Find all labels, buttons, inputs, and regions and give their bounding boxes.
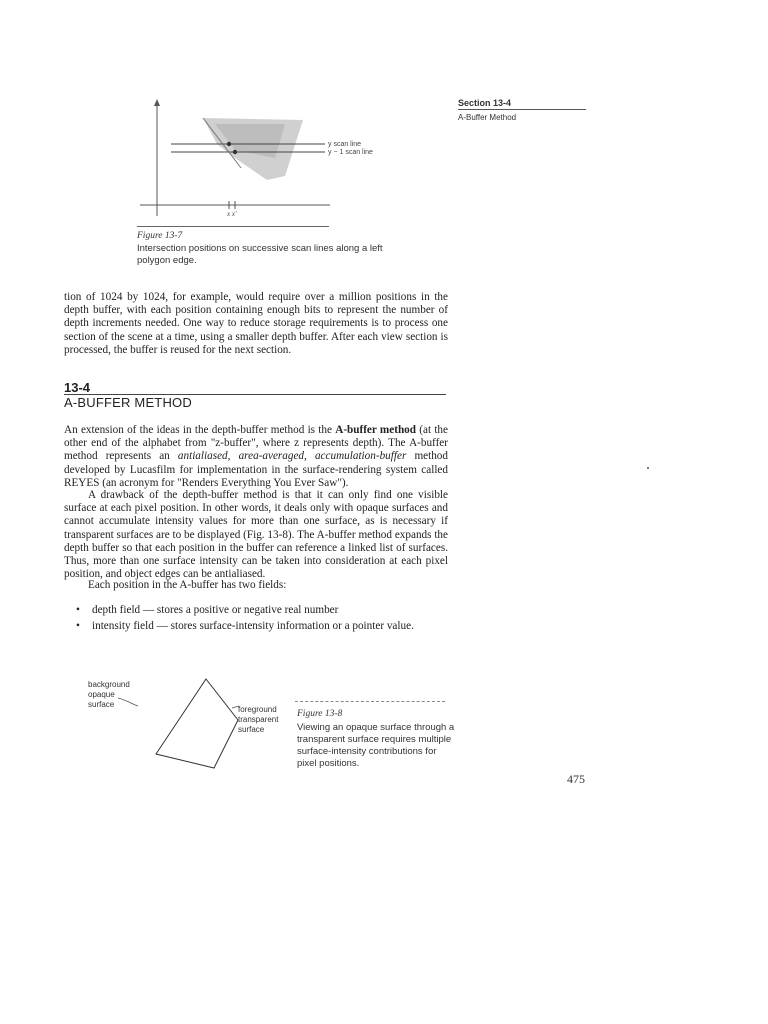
intersection-point-y [227, 142, 231, 146]
intersection-point-y-minus-1 [233, 150, 237, 154]
x-label: x x′ [227, 210, 237, 218]
paragraph-2-part2: (at the other end of the alphabet from "z-buffer", where z represents depth). The A-buffer method represents an [64, 424, 448, 463]
running-header-title: A-Buffer Method [458, 113, 517, 122]
paragraph-1: tion of 1024 by 1024, for example, would require over a million positions in the depth buffer, with each position containing enough bits to represent the number of depth increments needed. One way to reduce storage requirements is to process one section of the scene at a time, using a smaller depth buffer. After each view section is processed, the buffer is reused for the next section. [64, 291, 448, 356]
list-item: • intensity field — stores surface-intensity information or a pointer value. [76, 618, 456, 634]
list-item: • depth field — stores a positive or negative real number [76, 602, 456, 618]
paragraph-2 [64, 424, 448, 490]
paragraph-4-text: Each position in the A-buffer has two fields: [88, 579, 287, 591]
foreground-surface-label: foreground transparent surface [238, 705, 279, 734]
figure-13-7-rule [137, 226, 329, 227]
paragraph-3-text: A drawback of the depth-buffer method is that it can only find one visible surface at each pixel position. In other words, it deals only with opaque surfaces and cannot accumulate intensity values for more than one surface, as is necessary if transparent surfaces are to be displayed (Fig. 13-8). The A-buffer method expands the depth buffer so that each position in the buffer can reference a linked list of surfaces. Thus, more than one surface intensity can be taken into consideration at each pixel position, and object edges can be antialiased. [64, 489, 448, 581]
paragraph-2-keyword: A-buffer method [335, 424, 416, 436]
section-number: 13-4 [64, 380, 91, 395]
background-surface-label: background opaque surface [88, 680, 130, 709]
figure-13-8-rule [295, 701, 445, 702]
scan-speck [647, 467, 649, 469]
paragraph-4 [64, 579, 448, 592]
figure-13-7-caption: Intersection positions on successive scan lines along a left polygon edge. [137, 243, 383, 266]
paragraph-2-part1: An extension of the ideas in the depth-buffer method is the [64, 424, 336, 436]
prev-scan-line-label: y − 1 scan line [328, 149, 373, 156]
paragraph-2-italic: antialiased, area-averaged, accumulation-buffer [177, 450, 407, 463]
running-header-section: Section 13-4 [458, 98, 512, 108]
figure-13-7-illustration [135, 98, 395, 228]
section-title: A-BUFFER METHOD [64, 395, 192, 410]
page-number: 475 [567, 772, 585, 786]
scan-line-label: y scan line [328, 141, 362, 148]
paragraph-2-part3: method developed by Lucasfilm for implementation in the surface-rendering system called REYES (an acronym for "Renders Everything You Ever Saw"). [64, 450, 448, 489]
running-header-rule [458, 109, 586, 110]
transparent-surface-polygon [156, 679, 238, 768]
field-list [76, 602, 456, 634]
figure-13-8-caption: Viewing an opaque surface through a transparent surface requires multiple surface-intensity contributions for pixel positions. [297, 722, 455, 769]
figure-13-7-label: Figure 13-7 [137, 231, 183, 241]
paragraph-3 [64, 489, 448, 581]
figure-13-8-label: Figure 13-8 [297, 709, 343, 719]
